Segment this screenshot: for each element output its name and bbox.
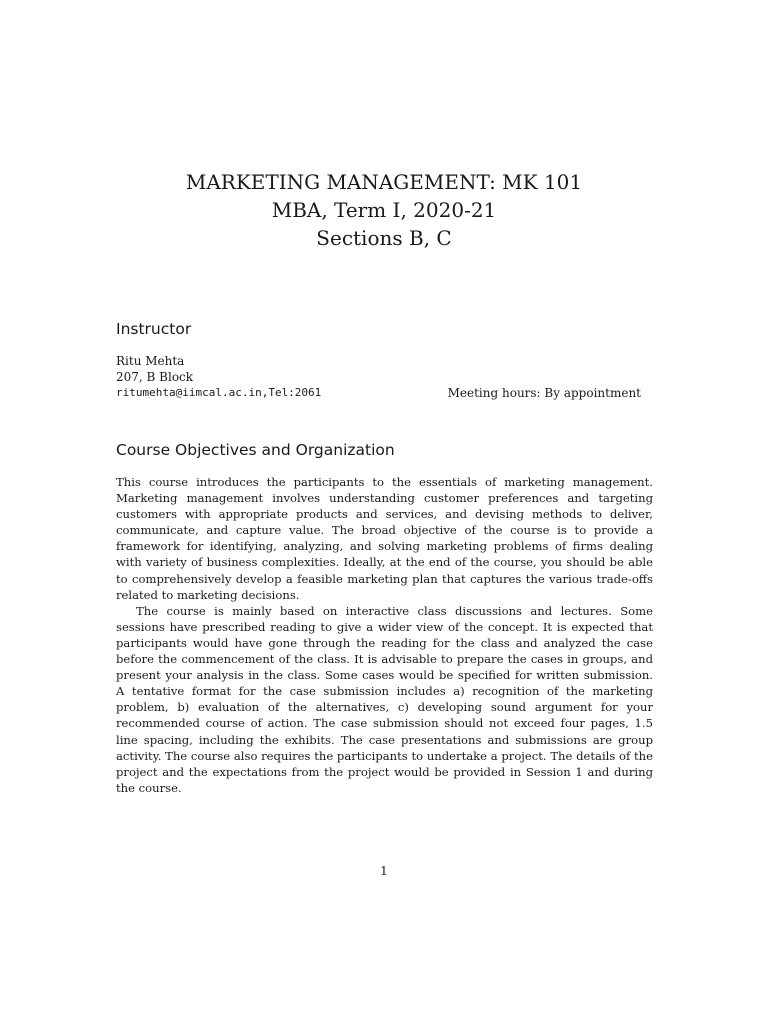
document-title [0,168,768,252]
sections: Sections B, C [316,226,452,250]
objectives-paragraph-1: This course introduces the participants to the essentials of marketing management. Marketing management involves understanding customer preferences and targeting customers with appropriate products and services, and devising methods to deliver, communicate, and capture value. The broad objective of the course is to provide a framework for identifying, analyzing, and solving marketing problems of firms dealing with variety of business complexities. Ideally, at the end of the course, you should be able to comprehensively develop a feasible marketing plan that captures the various trade-offs related to marketing decisions. [116,475,653,602]
instructor-contact: ritumehta@iimcal.ac.in,Tel:2061 [116,386,322,399]
program-term: MBA, Term I, 2020-21 [271,198,497,222]
objectives-paragraph-2: The course is mainly based on interactive class discussions and lectures. Some sessions have prescribed reading to give a wider view of the concept. It is expected that participants would have gone through the reading for the class and analyzed the case before the commencement of the class. It is advisable to prepare the cases in groups, and present your analysis in the class. Some cases would be specified for written submission. A tentative format for the case submission includes a) recognition of the marketing problem, b) evaluation of the alternatives, c) developing sound argument for your recommended course of action. The case submission should not exceed four pages, 1.5 line spacing, including the exhibits. The case presentations and submissions are group activity. The course also requires the participants to undertake a project. The details of the project and the expectations from the project would be provided in Session 1 and during the course. [116,603,653,795]
objectives-heading: Course Objectives and Organization [116,441,395,459]
instructor-heading: Instructor [116,320,192,338]
contact-row [116,385,641,401]
meeting-hours: Meeting hours: By appointment [447,386,641,400]
instructor-name: Ritu Mehta [116,354,185,368]
course-title: MARKETING MANAGEMENT: MK 101 [185,170,583,194]
page-number: 1 [380,864,388,878]
instructor-details [116,353,641,401]
instructor-office: 207, B Block [116,370,194,384]
objectives-body [116,474,653,796]
